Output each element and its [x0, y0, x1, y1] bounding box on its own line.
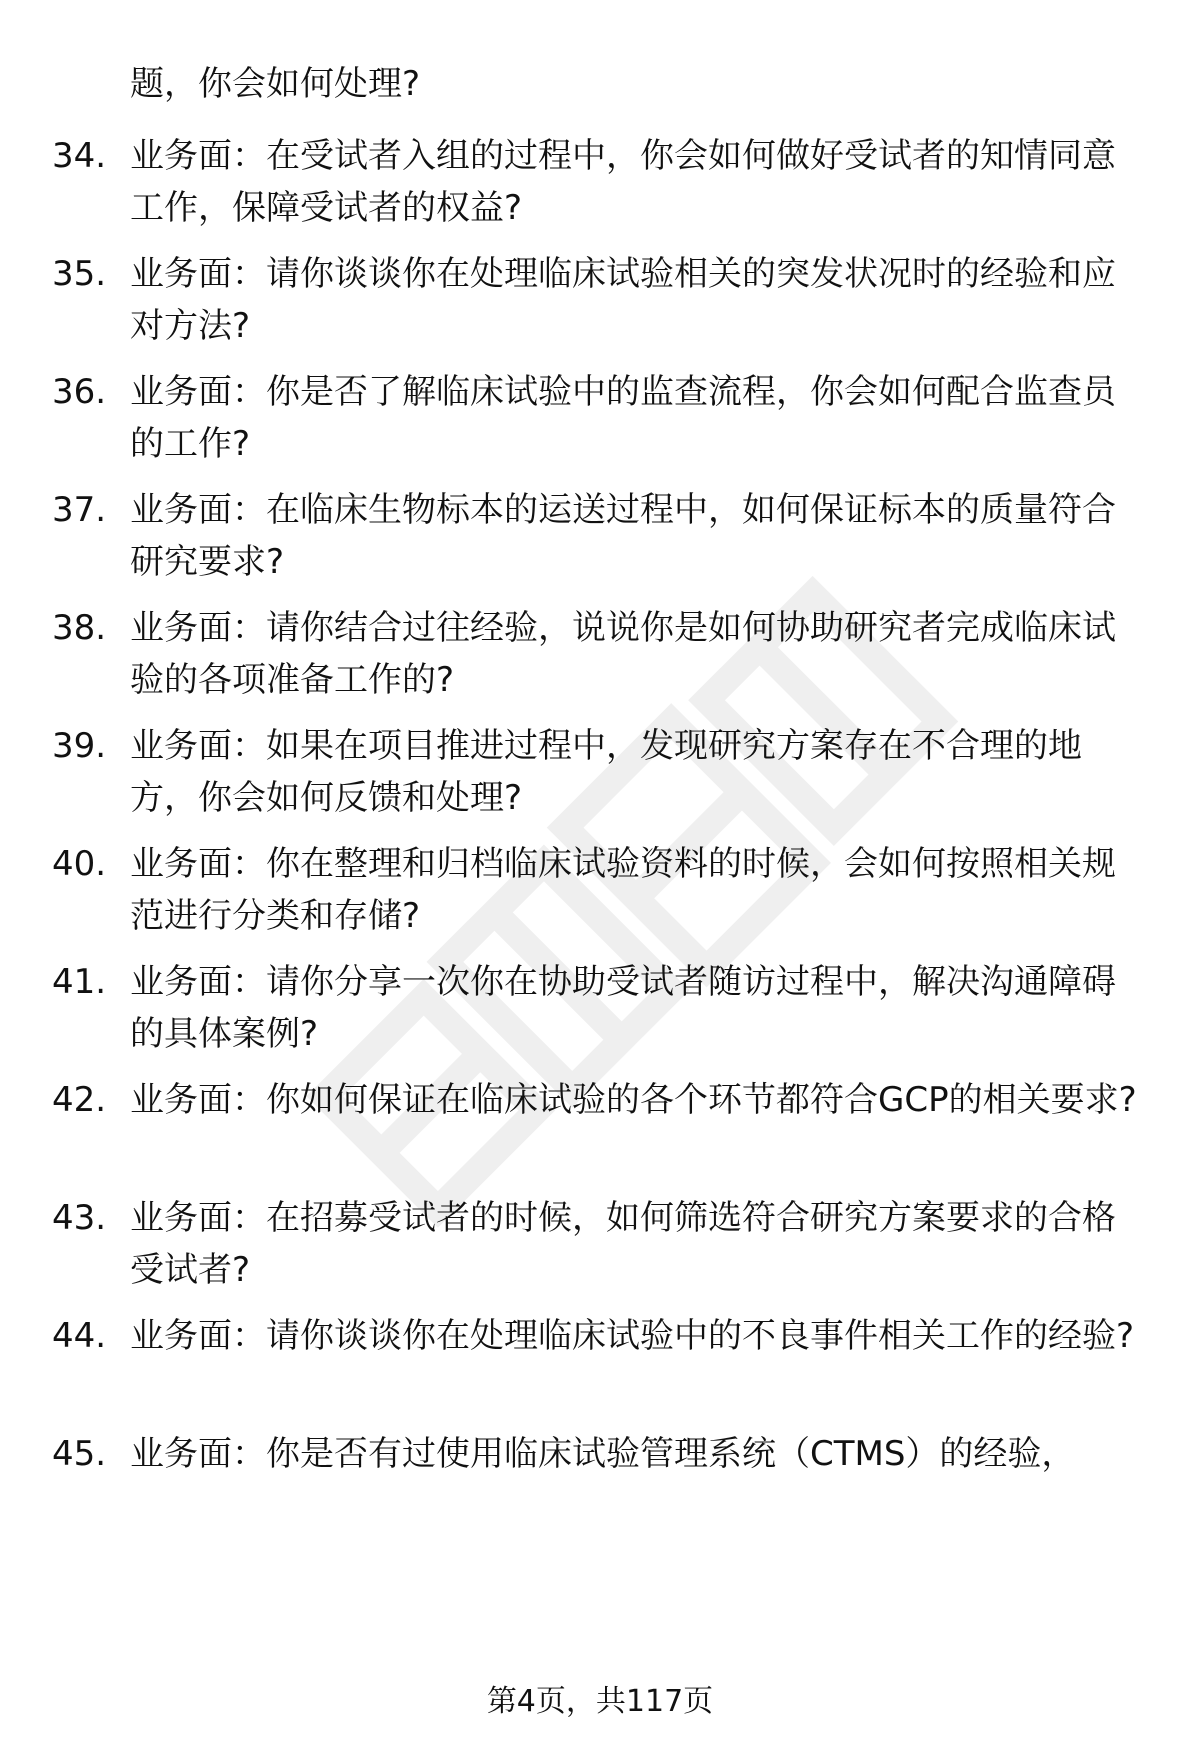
question-number: 40.	[52, 844, 107, 884]
question-text: 业务面：如果在项目推进过程中，发现研究方案存在不合理的地方，你会如何反馈和处理?	[130, 726, 1082, 818]
question-number: 38.	[52, 608, 107, 648]
continued-question-text: 题，你会如何处理?	[130, 64, 421, 104]
question-text: 业务面：请你谈谈你在处理临床试验中的不良事件相关工作的经验?	[130, 1316, 1135, 1356]
question-text: 业务面：你在整理和归档临床试验资料的时候，会如何按照相关规范进行分类和存储?	[130, 844, 1116, 936]
question-number: 37.	[52, 490, 107, 530]
question-number: 35.	[52, 254, 107, 294]
question-number: 34.	[52, 136, 107, 176]
question-text: 业务面：在临床生物标本的运送过程中，如何保证标本的质量符合研究要求?	[130, 490, 1116, 582]
page-footer: 第4页，共117页	[486, 1684, 714, 1719]
question-number: 43.	[52, 1198, 107, 1238]
question-number: 41.	[52, 962, 107, 1002]
question-text: 业务面：在受试者入组的过程中，你会如何做好受试者的知情同意工作，保障受试者的权益?	[130, 136, 1116, 228]
question-text: 业务面：请你结合过往经验，说说你是如何协助研究者完成临床试验的各项准备工作的?	[130, 608, 1116, 700]
question-text: 业务面：你是否有过使用临床试验管理系统（CTMS）的经验，	[130, 1434, 1076, 1474]
question-text: 业务面：在招募受试者的时候，如何筛选符合研究方案要求的合格受试者?	[130, 1198, 1116, 1290]
question-number: 44.	[52, 1316, 107, 1356]
question-text: 业务面：你是否了解临床试验中的监查流程，你会如何配合监查员的工作?	[130, 372, 1116, 464]
question-text: 业务面：请你谈谈你在处理临床试验相关的突发状况时的经验和应对方法?	[130, 254, 1116, 346]
question-number: 42.	[52, 1080, 107, 1120]
question-number: 36.	[52, 372, 107, 412]
question-text: 业务面：你如何保证在临床试验的各个环节都符合GCP的相关要求?	[130, 1080, 1137, 1120]
question-number: 39.	[52, 726, 107, 766]
question-number: 45.	[52, 1434, 107, 1474]
question-text: 业务面：请你分享一次你在协助受试者随访过程中，解决沟通障碍的具体案例?	[130, 962, 1116, 1054]
